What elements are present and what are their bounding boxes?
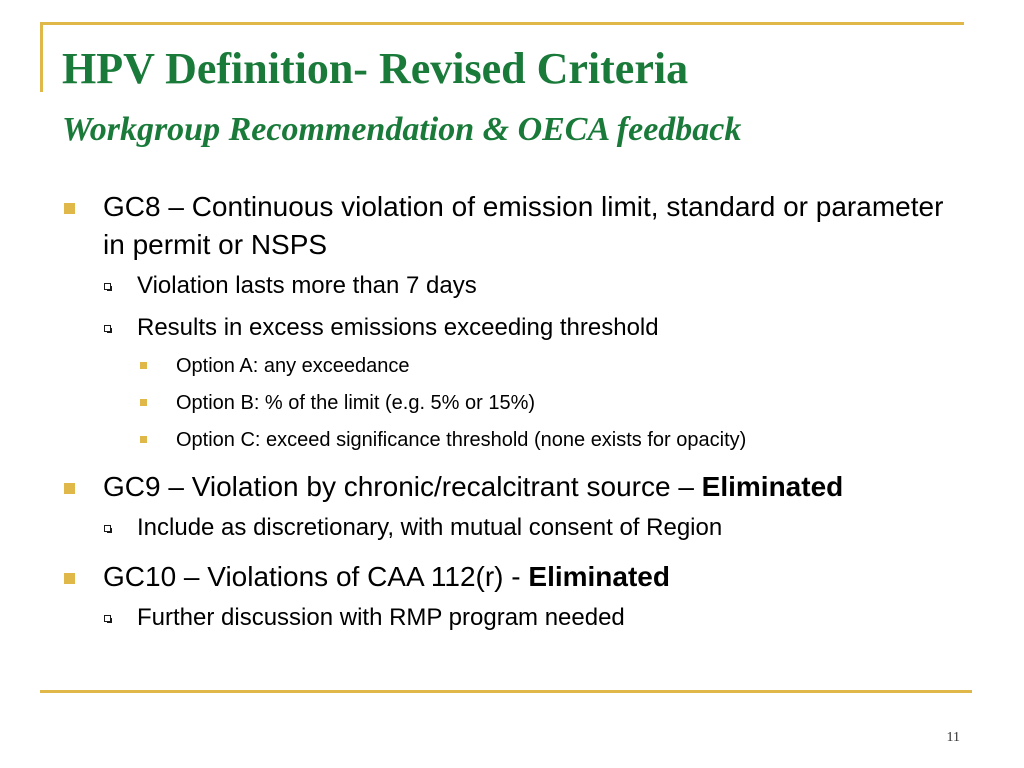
square-bullet-icon (64, 573, 75, 584)
square-bullet-icon (140, 436, 147, 443)
bullet-option-b-text: Option B: % of the limit (e.g. 5% or 15%) (176, 392, 536, 414)
bullet-gc9-sub-discretionary-text: Include as discretionary, with mutual consent of Region (137, 514, 723, 541)
bullet-gc8-sub-duration-text: Violation lasts more than 7 days (137, 272, 477, 299)
bullet-option-c-text: Option C: exceed significance threshold (none exists for opacity) (176, 429, 747, 451)
checkbox-bullet-icon (104, 325, 111, 332)
frame-left-line (40, 22, 43, 92)
bullet-gc9-sub-discretionary (62, 514, 972, 542)
slide-subtitle: Workgroup Recommendation & OECA feedback (62, 111, 742, 148)
checkbox-bullet-icon (104, 283, 111, 290)
bullet-gc8-sub-duration (62, 272, 972, 300)
bullet-gc9-status: Eliminated (701, 471, 844, 502)
frame-top-line (40, 22, 964, 25)
square-bullet-icon (64, 203, 75, 214)
bullet-gc8-sub-threshold (62, 314, 972, 342)
bullet-option-c (62, 428, 972, 452)
bullet-option-a (62, 354, 972, 378)
bullet-gc10-status: Eliminated (528, 561, 670, 592)
square-bullet-icon (140, 399, 147, 406)
checkbox-bullet-icon (104, 525, 111, 532)
slide-content (62, 188, 972, 646)
bullet-gc8-sub-threshold-text: Results in excess emissions exceeding threshold (137, 314, 659, 341)
frame-bottom-line (40, 690, 972, 693)
bullet-gc10 (62, 558, 972, 596)
bullet-gc10-sub-rmp (62, 604, 972, 632)
bullet-gc9-text: GC9 – Violation by chronic/recalcitrant source – (103, 471, 702, 502)
bullet-gc10-text: GC10 – Violations of CAA 112(r) - (103, 561, 529, 592)
bullet-option-a-text: Option A: any exceedance (176, 355, 410, 377)
page-number: 11 (946, 730, 960, 745)
bullet-gc8 (62, 188, 972, 264)
slide-title: HPV Definition- Revised Criteria (62, 44, 689, 93)
square-bullet-icon (140, 362, 147, 369)
checkbox-bullet-icon (104, 615, 111, 622)
bullet-option-b (62, 391, 972, 415)
bullet-gc9 (62, 468, 972, 506)
bullet-gc8-text: GC8 – Continuous violation of emission limit, standard or parameter in permit or NSPS (103, 191, 944, 260)
bullet-gc10-sub-rmp-text: Further discussion with RMP program needed (137, 604, 625, 631)
square-bullet-icon (64, 483, 75, 494)
